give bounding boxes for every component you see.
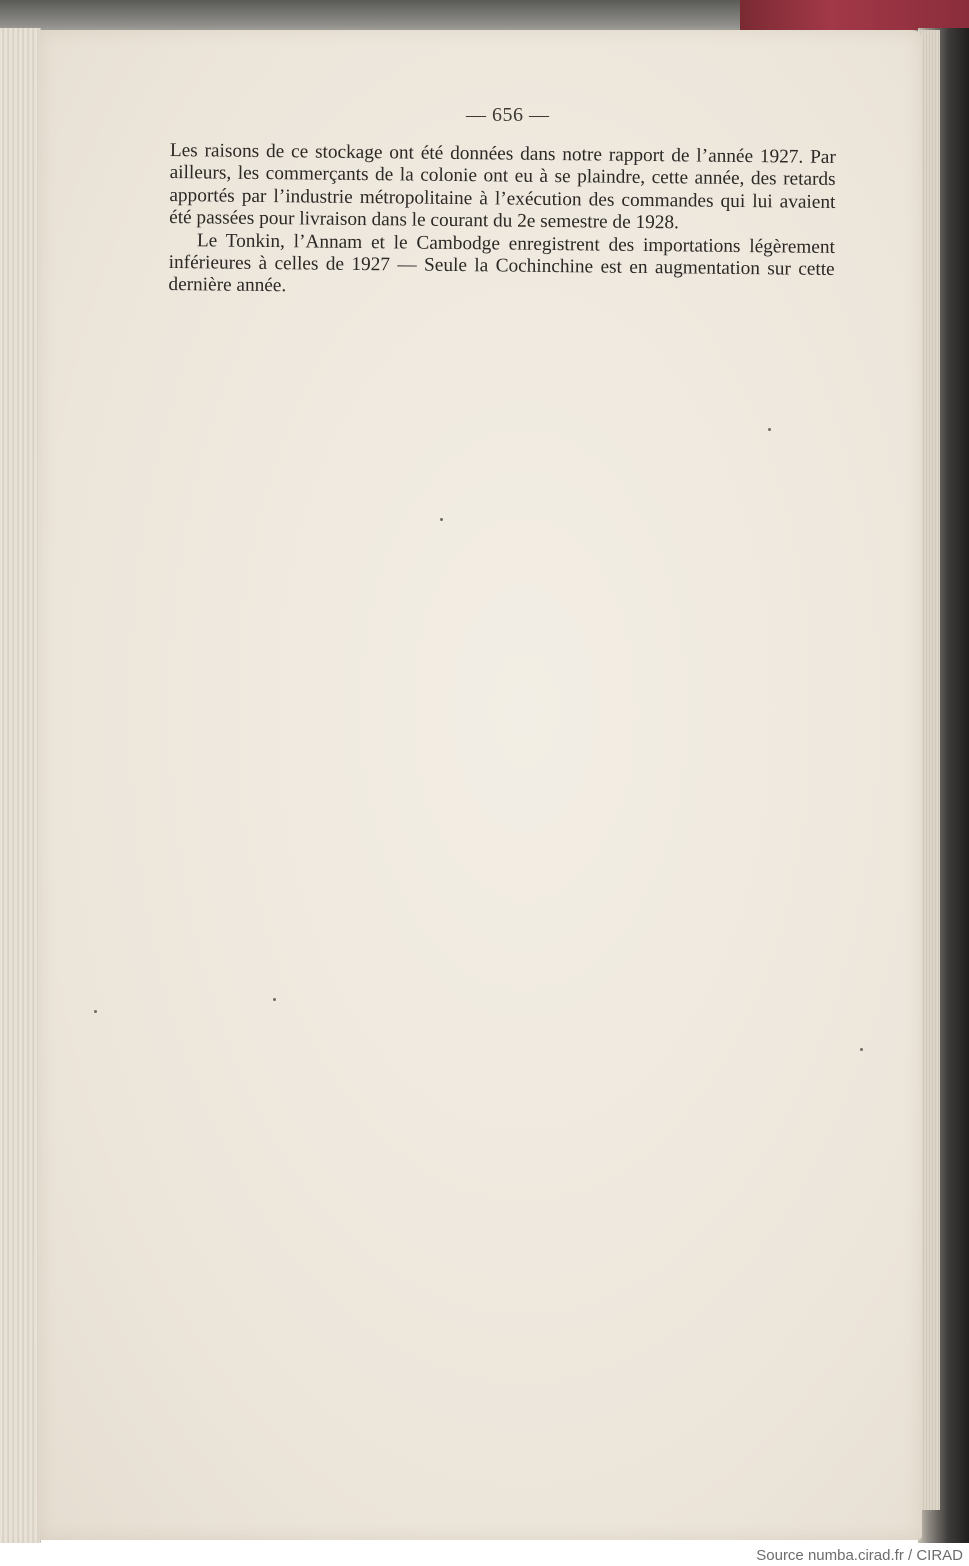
paper-speck [860,1048,863,1051]
paragraph-tonkin-annam-cambodge: Le Tonkin, l’Annam et le Cambodge enregistrent des importations légèrement inférieures à celles de 1927 — Seule la Cochinchine est en augmentation sur cette dernière année. [168,229,836,297]
source-credit: Source numba.cirad.fr / CIRAD [756,1547,963,1564]
left-page-stack [0,28,41,1543]
body-text [168,140,836,304]
paper-speck [273,998,276,1001]
paper-speck [768,428,771,431]
paper-speck [94,1010,97,1013]
paper-speck [440,518,443,521]
book-cover-edge [740,0,969,30]
page-number: — 656 — [466,104,550,126]
paragraph-stockage: Les raisons de ce stockage ont été données dans notre rapport de l’année 1927. Par ailleurs, les commerçants de la colonie ont eu à se plaindre, cette année, des retards apportés par l’industrie métropolitaine à l’exécution des commandes qui lui avaient été passées pour livraison dans le courant du 2e semestre de 1928. [169,140,836,234]
